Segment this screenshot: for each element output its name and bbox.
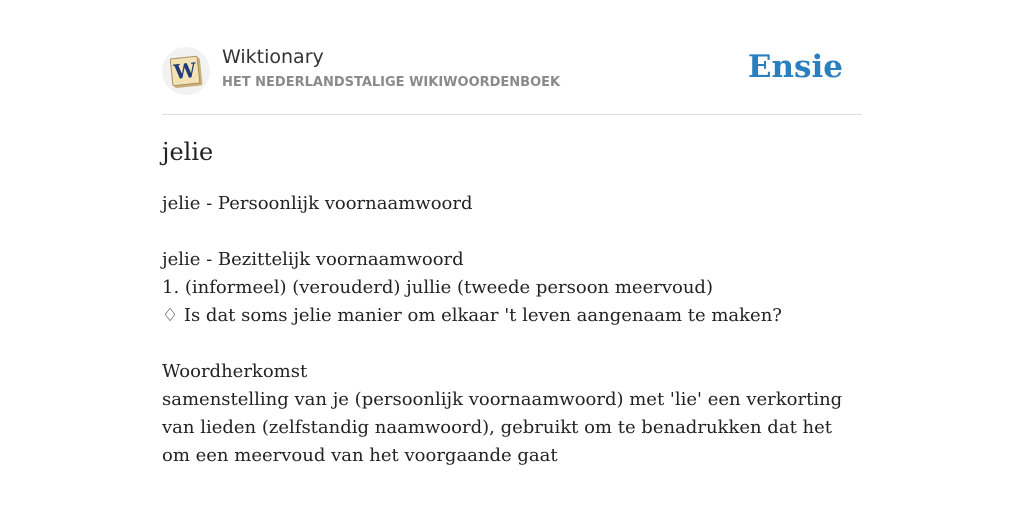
entry-content [162, 134, 862, 470]
etymology-text: samenstelling van je (persoonlijk voornaamwoord) met 'lie' een verkorting van lieden (zelfstandig naamwoord), gebruikt om te benadrukken dat het om een meervoud van het voorgaande gaat [162, 389, 843, 466]
usage-example: ♢ Is dat soms jelie manier om elkaar 't leven aangenaam te maken? [162, 305, 782, 326]
spacer [162, 218, 862, 246]
wiktionary-logo-icon[interactable] [162, 47, 210, 95]
ensie-brand-logo[interactable]: Ensie [747, 49, 843, 85]
part-of-speech-possessive: jelie - Bezittelijk voornaamwoord [162, 249, 464, 270]
entry-title: jelie [162, 138, 214, 166]
part-of-speech-personal: jelie - Persoonlijk voornaamwoord [162, 193, 473, 214]
site-name[interactable]: Wiktionary [222, 46, 324, 68]
etymology-heading: Woordherkomst [162, 361, 308, 382]
logo-tile: W [170, 56, 201, 87]
site-header [162, 44, 862, 115]
sense-definition: 1. (informeel) (verouderd) jullie (tweede persoon meervoud) [162, 277, 713, 298]
spacer [162, 330, 862, 358]
site-subtitle: HET NEDERLANDSTALIGE WIKIWOORDENBOEK [222, 75, 561, 90]
